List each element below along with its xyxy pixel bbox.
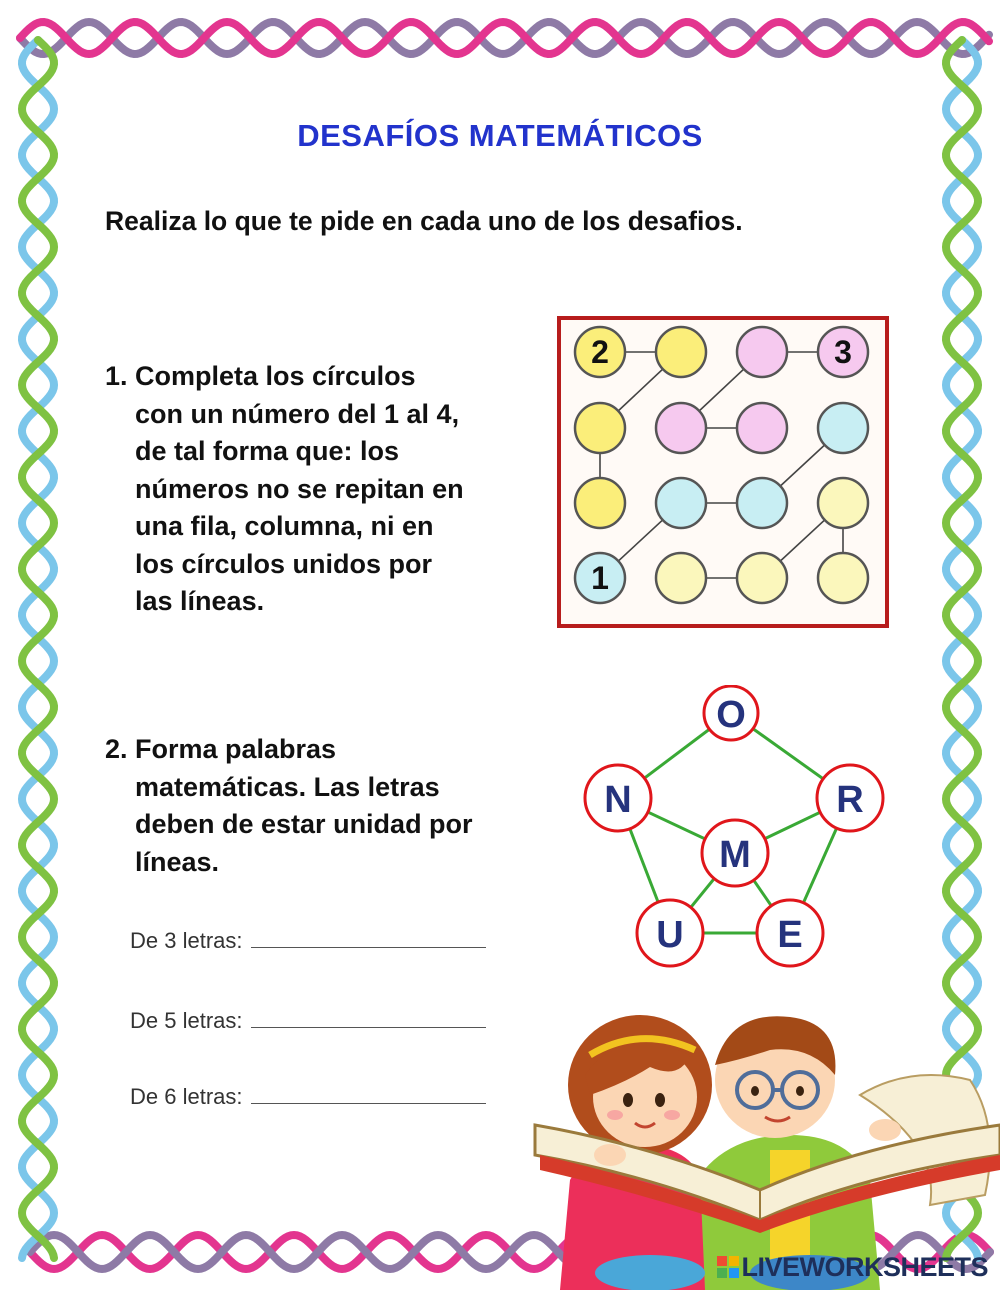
question-1-line: números no se repitan en xyxy=(135,473,464,504)
question-1-line: con un número del 1 al 4, xyxy=(135,398,460,429)
letter-u: U xyxy=(656,914,684,956)
answer-row-5-letters xyxy=(130,1008,486,1034)
answer-blank-3-letters[interactable] xyxy=(251,929,486,948)
letter-n: N xyxy=(604,779,632,821)
liveworksheets-watermark xyxy=(717,1252,988,1283)
grid-circle[interactable] xyxy=(656,478,706,528)
number-circle-grid-puzzle xyxy=(557,316,889,628)
grid-circle[interactable] xyxy=(818,478,868,528)
answer-blank-5-letters[interactable] xyxy=(251,1009,486,1028)
grid-circle[interactable] xyxy=(737,478,787,528)
question-1-line: de tal forma que: los xyxy=(135,436,400,466)
question-2-number: 2. xyxy=(105,734,128,764)
question-2-line: Forma palabras xyxy=(135,734,337,764)
grid-circle[interactable] xyxy=(737,403,787,453)
grid-circle[interactable] xyxy=(656,553,706,603)
grid-given-number: 1 xyxy=(591,560,609,596)
liveworksheets-logo-icon xyxy=(717,1256,739,1278)
answer-row-6-letters xyxy=(130,1084,486,1110)
question-2-line: matemáticas. Las letras xyxy=(135,771,440,802)
letter-network-puzzle xyxy=(570,685,895,975)
kids-reading-illustration xyxy=(530,1005,1000,1290)
grid-circle[interactable] xyxy=(737,327,787,377)
question-2-line: deben de estar unidad por xyxy=(135,809,473,839)
letter-e: E xyxy=(777,914,803,956)
question-1-line: los círculos unidos por xyxy=(135,548,433,579)
grid-circle[interactable] xyxy=(575,403,625,453)
question-1-line: Completa los círculos xyxy=(135,361,416,391)
grid-circle[interactable] xyxy=(818,403,868,453)
worksheet-instruction: Realiza lo que te pide en cada uno de los desafios. xyxy=(105,206,743,236)
grid-circle[interactable] xyxy=(656,327,706,377)
question-1-number: 1. xyxy=(105,361,128,391)
watermark-text: LIVEWORKSHEETS xyxy=(741,1252,988,1282)
answer-row-3-letters xyxy=(130,928,486,954)
worksheet-title: DESAFÍOS MATEMÁTICOS xyxy=(297,118,703,153)
grid-given-number: 3 xyxy=(834,334,852,370)
answer-label: De 5 letras: xyxy=(130,1008,243,1033)
letter-r: R xyxy=(836,779,864,821)
answer-blank-6-letters[interactable] xyxy=(251,1085,486,1104)
grid-given-number: 2 xyxy=(591,334,609,370)
question-1-text xyxy=(135,358,555,621)
letter-o: O xyxy=(716,694,746,736)
answer-label: De 6 letras: xyxy=(130,1084,243,1109)
question-2-text xyxy=(135,731,555,881)
grid-circle[interactable] xyxy=(818,553,868,603)
grid-circle[interactable] xyxy=(656,403,706,453)
grid-circle[interactable] xyxy=(737,553,787,603)
question-2-line: líneas. xyxy=(135,846,220,877)
question-1-line: las líneas. xyxy=(135,586,265,616)
answer-label: De 3 letras: xyxy=(130,928,243,953)
question-1-line: una fila, columna, ni en xyxy=(135,511,434,541)
letter-m: M xyxy=(719,834,751,876)
grid-circle[interactable] xyxy=(575,478,625,528)
